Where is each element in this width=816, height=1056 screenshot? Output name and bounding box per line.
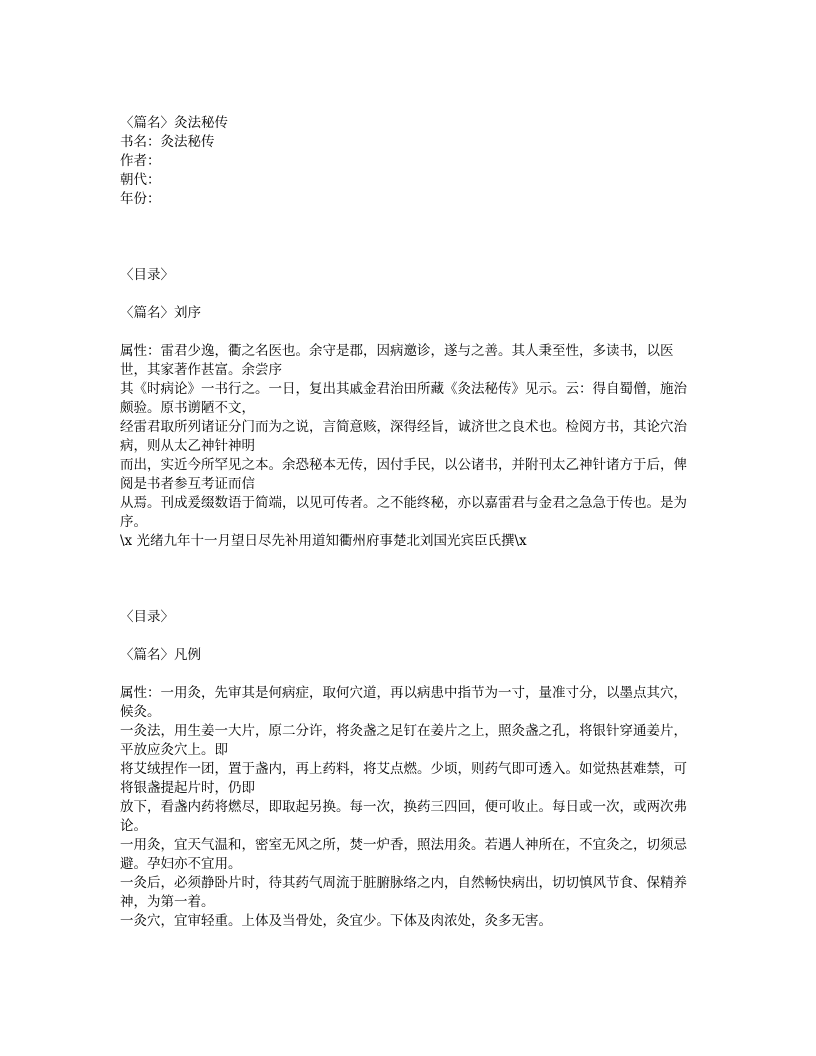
chapter-title: 〈篇名〉刘序 <box>120 305 201 321</box>
toc-heading: 〈目录〉 <box>120 609 174 625</box>
toc-heading: 〈目录〉 <box>120 267 174 283</box>
text-paragraph: 放下，看盏内药将燃尽，即取起另换。每一次，换药三四回，便可收止。每日或一次，或两次弗论。 <box>120 799 687 834</box>
text-paragraph: 属性：一用灸，先审其是何病症，取何穴道，再以病患中指节为一寸，量准寸分，以墨点其穴，候灸。 <box>120 685 687 720</box>
spacer <box>120 665 700 684</box>
document-page <box>120 114 700 931</box>
rules-body <box>120 684 700 931</box>
dynasty-field: 朝代： <box>120 172 161 188</box>
year-field: 年份： <box>120 191 161 207</box>
text-paragraph: 其《时病论》一书行之。一日，复出其戚金君治田所藏《灸法秘传》见示。云：得自蜀僧，施治颇验。原书谫陋不文， <box>120 381 687 416</box>
signature-line: \x 光绪九年十一月望日尽先补用道知衢州府事楚北刘国光宾臣氏撰\x <box>120 533 527 549</box>
spacer <box>120 323 700 342</box>
spacer <box>120 627 700 646</box>
text-paragraph: 一用灸，宜天气温和，密室无风之所，焚一炉香，照法用灸。若遇人神所在，不宜灸之，切须忌避。孕妇亦不宜用。 <box>120 837 687 872</box>
text-paragraph: 一灸穴，宜审轻重。上体及当骨处，灸宜少。下体及肉浓处，灸多无害。 <box>120 913 552 929</box>
chapter-title: 〈篇名〉凡例 <box>120 647 201 663</box>
spacer <box>120 209 700 266</box>
text-paragraph: 从焉。刊成爰缀数语于简端，以见可传者。之不能终秘，亦以嘉雷君与金君之急急于传也。是为序。 <box>120 495 687 530</box>
spacer <box>120 551 700 608</box>
author-field: 作者： <box>120 153 161 169</box>
preface-body <box>120 342 700 551</box>
text-paragraph: 属性：雷君少逸，衢之名医也。余守是郡，因病邀诊，遂与之善。其人秉至性，多读书，以医世，其家著作甚富。余尝序 <box>120 343 674 378</box>
text-paragraph: 而出，实近今所罕见之本。余恐秘本无传，因付手民，以公诸书，并附刊太乙神针诸方于后，俾阅是书者参互考证而信 <box>120 457 687 492</box>
text-paragraph: 将艾绒捏作一团，置于盏内，再上药料，将艾点燃。少顷，则药气即可透入。如觉热甚难禁，可将银盏提起片时，仍即 <box>120 761 687 796</box>
spacer <box>120 285 700 304</box>
chapter-title: 〈篇名〉灸法秘传 <box>120 115 228 131</box>
section-rules <box>120 608 700 931</box>
text-paragraph: 一灸法，用生姜一大片，原二分许，将灸盏之足钉在姜片之上，照灸盏之孔，将银针穿通姜片，平放应灸穴上。即 <box>120 723 687 758</box>
book-name: 书名：灸法秘传 <box>120 134 215 150</box>
section-preface <box>120 266 700 551</box>
book-header <box>120 114 700 209</box>
text-paragraph: 经雷君取所列诸证分门而为之说，言简意赅，深得经旨，诚济世之良术也。检阅方书，其论穴治病，则从太乙神针神明 <box>120 419 687 454</box>
text-paragraph: 一灸后，必须静卧片时，待其药气周流于脏腑脉络之内，自然畅快病出，切切慎风节食、保精养神，为第一着。 <box>120 875 687 910</box>
